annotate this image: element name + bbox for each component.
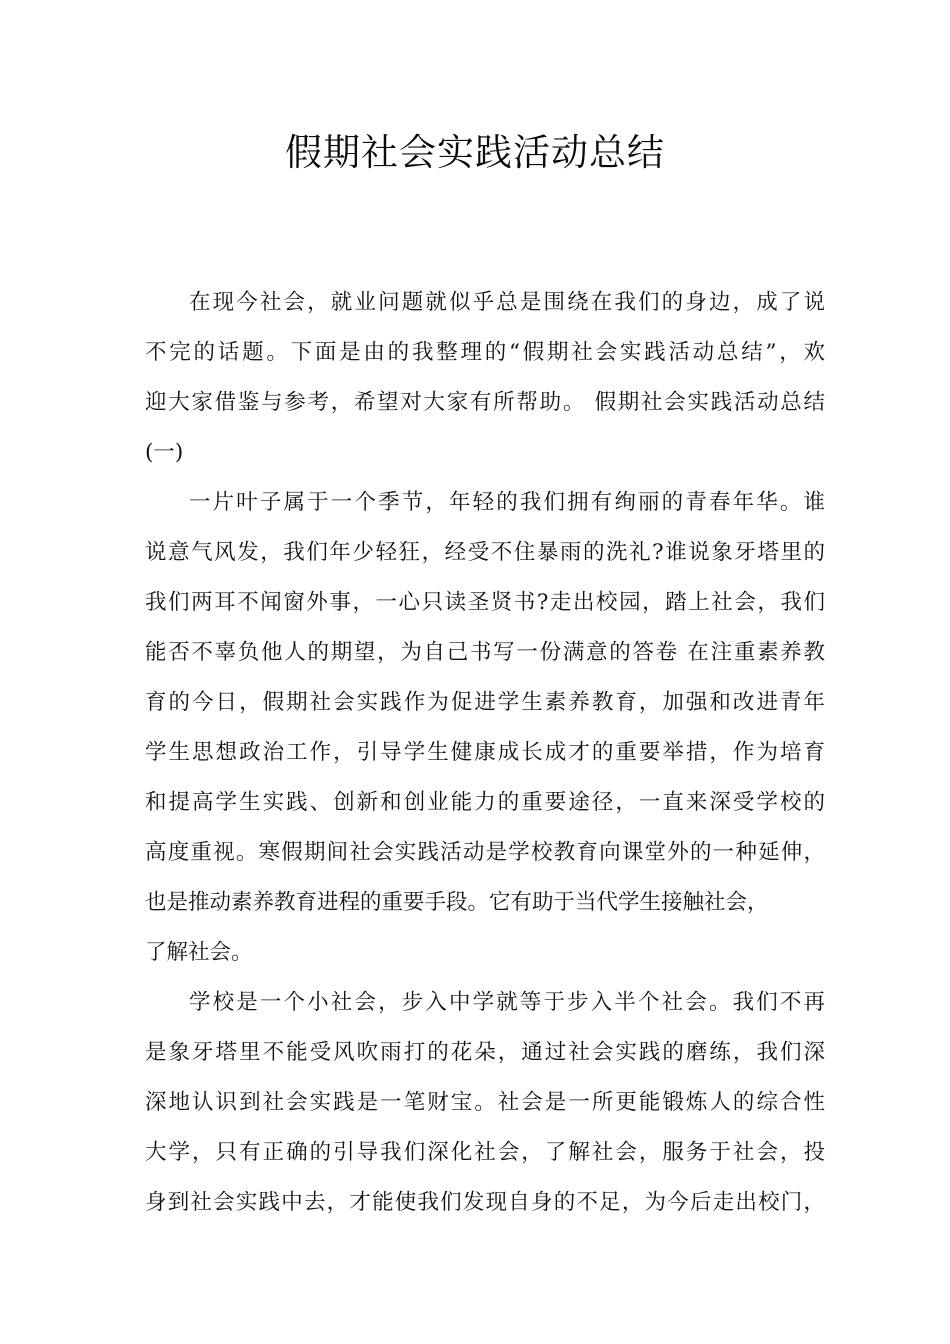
paragraph-1-line-3: 迎大家借鉴与参考，希望对大家有所帮助。 假期社会实践活动总结 [145,390,825,415]
paragraph-2-line-6: 学生思想政治工作，引导学生健康成长成才的重要举措，作为培育 [145,740,825,765]
paragraph-3-line-1: 学校是一个小社会，步入中学就等于步入半个社会。我们不再 [189,990,825,1015]
paragraph-1-line-4: (一) [145,440,184,465]
paragraph-2-line-1: 一片叶子属于一个季节，年轻的我们拥有绚丽的青春年华。谁 [189,490,825,515]
document-body [145,278,825,1228]
paragraph-2-line-5: 育的今日，假期社会实践作为促进学生素养教育，加强和改进青年 [145,690,825,715]
paragraph-3-line-3: 深地认识到社会实践是一笔财宝。社会是一所更能锻炼人的综合性 [145,1090,825,1115]
paragraph-2-line-7: 和提高学生实践、创新和创业能力的重要途径，一直来深受学校的 [145,790,825,815]
paragraph-2-line-2: 说意气风发，我们年少轻狂，经受不住暴雨的洗礼?谁说象牙塔里的 [145,540,825,565]
paragraph-2-line-4: 能否不辜负他人的期望，为自己书写一份满意的答卷 在注重素养教 [145,640,825,665]
paragraph-1-line-2: 不完的话题。下面是由的我整理的“假期社会实践活动总结”，欢 [145,340,825,365]
paragraph-2-line-8: 高度重视。寒假期间社会实践活动是学校教育向课堂外的一种延伸， [145,840,825,865]
paragraph-2-line-3: 我们两耳不闻窗外事，一心只读圣贤书?走出校园，踏上社会，我们 [145,590,825,615]
paragraph-1-line-1: 在现今社会，就业问题就似乎总是围绕在我们的身边，成了说 [189,290,825,315]
paragraph-2-line-9: 也是推动素养教育进程的重要手段。它有助于当代学生接触社会， [145,890,769,915]
paragraph-2-line-10: 了解社会。 [145,940,253,965]
paragraph-3-line-4: 大学，只有正确的引导我们深化社会，了解社会，服务于社会，投 [145,1140,825,1165]
document-title: 假期社会实践活动总结 [285,131,665,174]
paragraph-3-line-2: 是象牙塔里不能受风吹雨打的花朵，通过社会实践的磨练，我们深 [145,1040,825,1065]
paragraph-3-line-5: 身到社会实践中去，才能使我们发现自身的不足，为今后走出校门， [145,1190,825,1215]
